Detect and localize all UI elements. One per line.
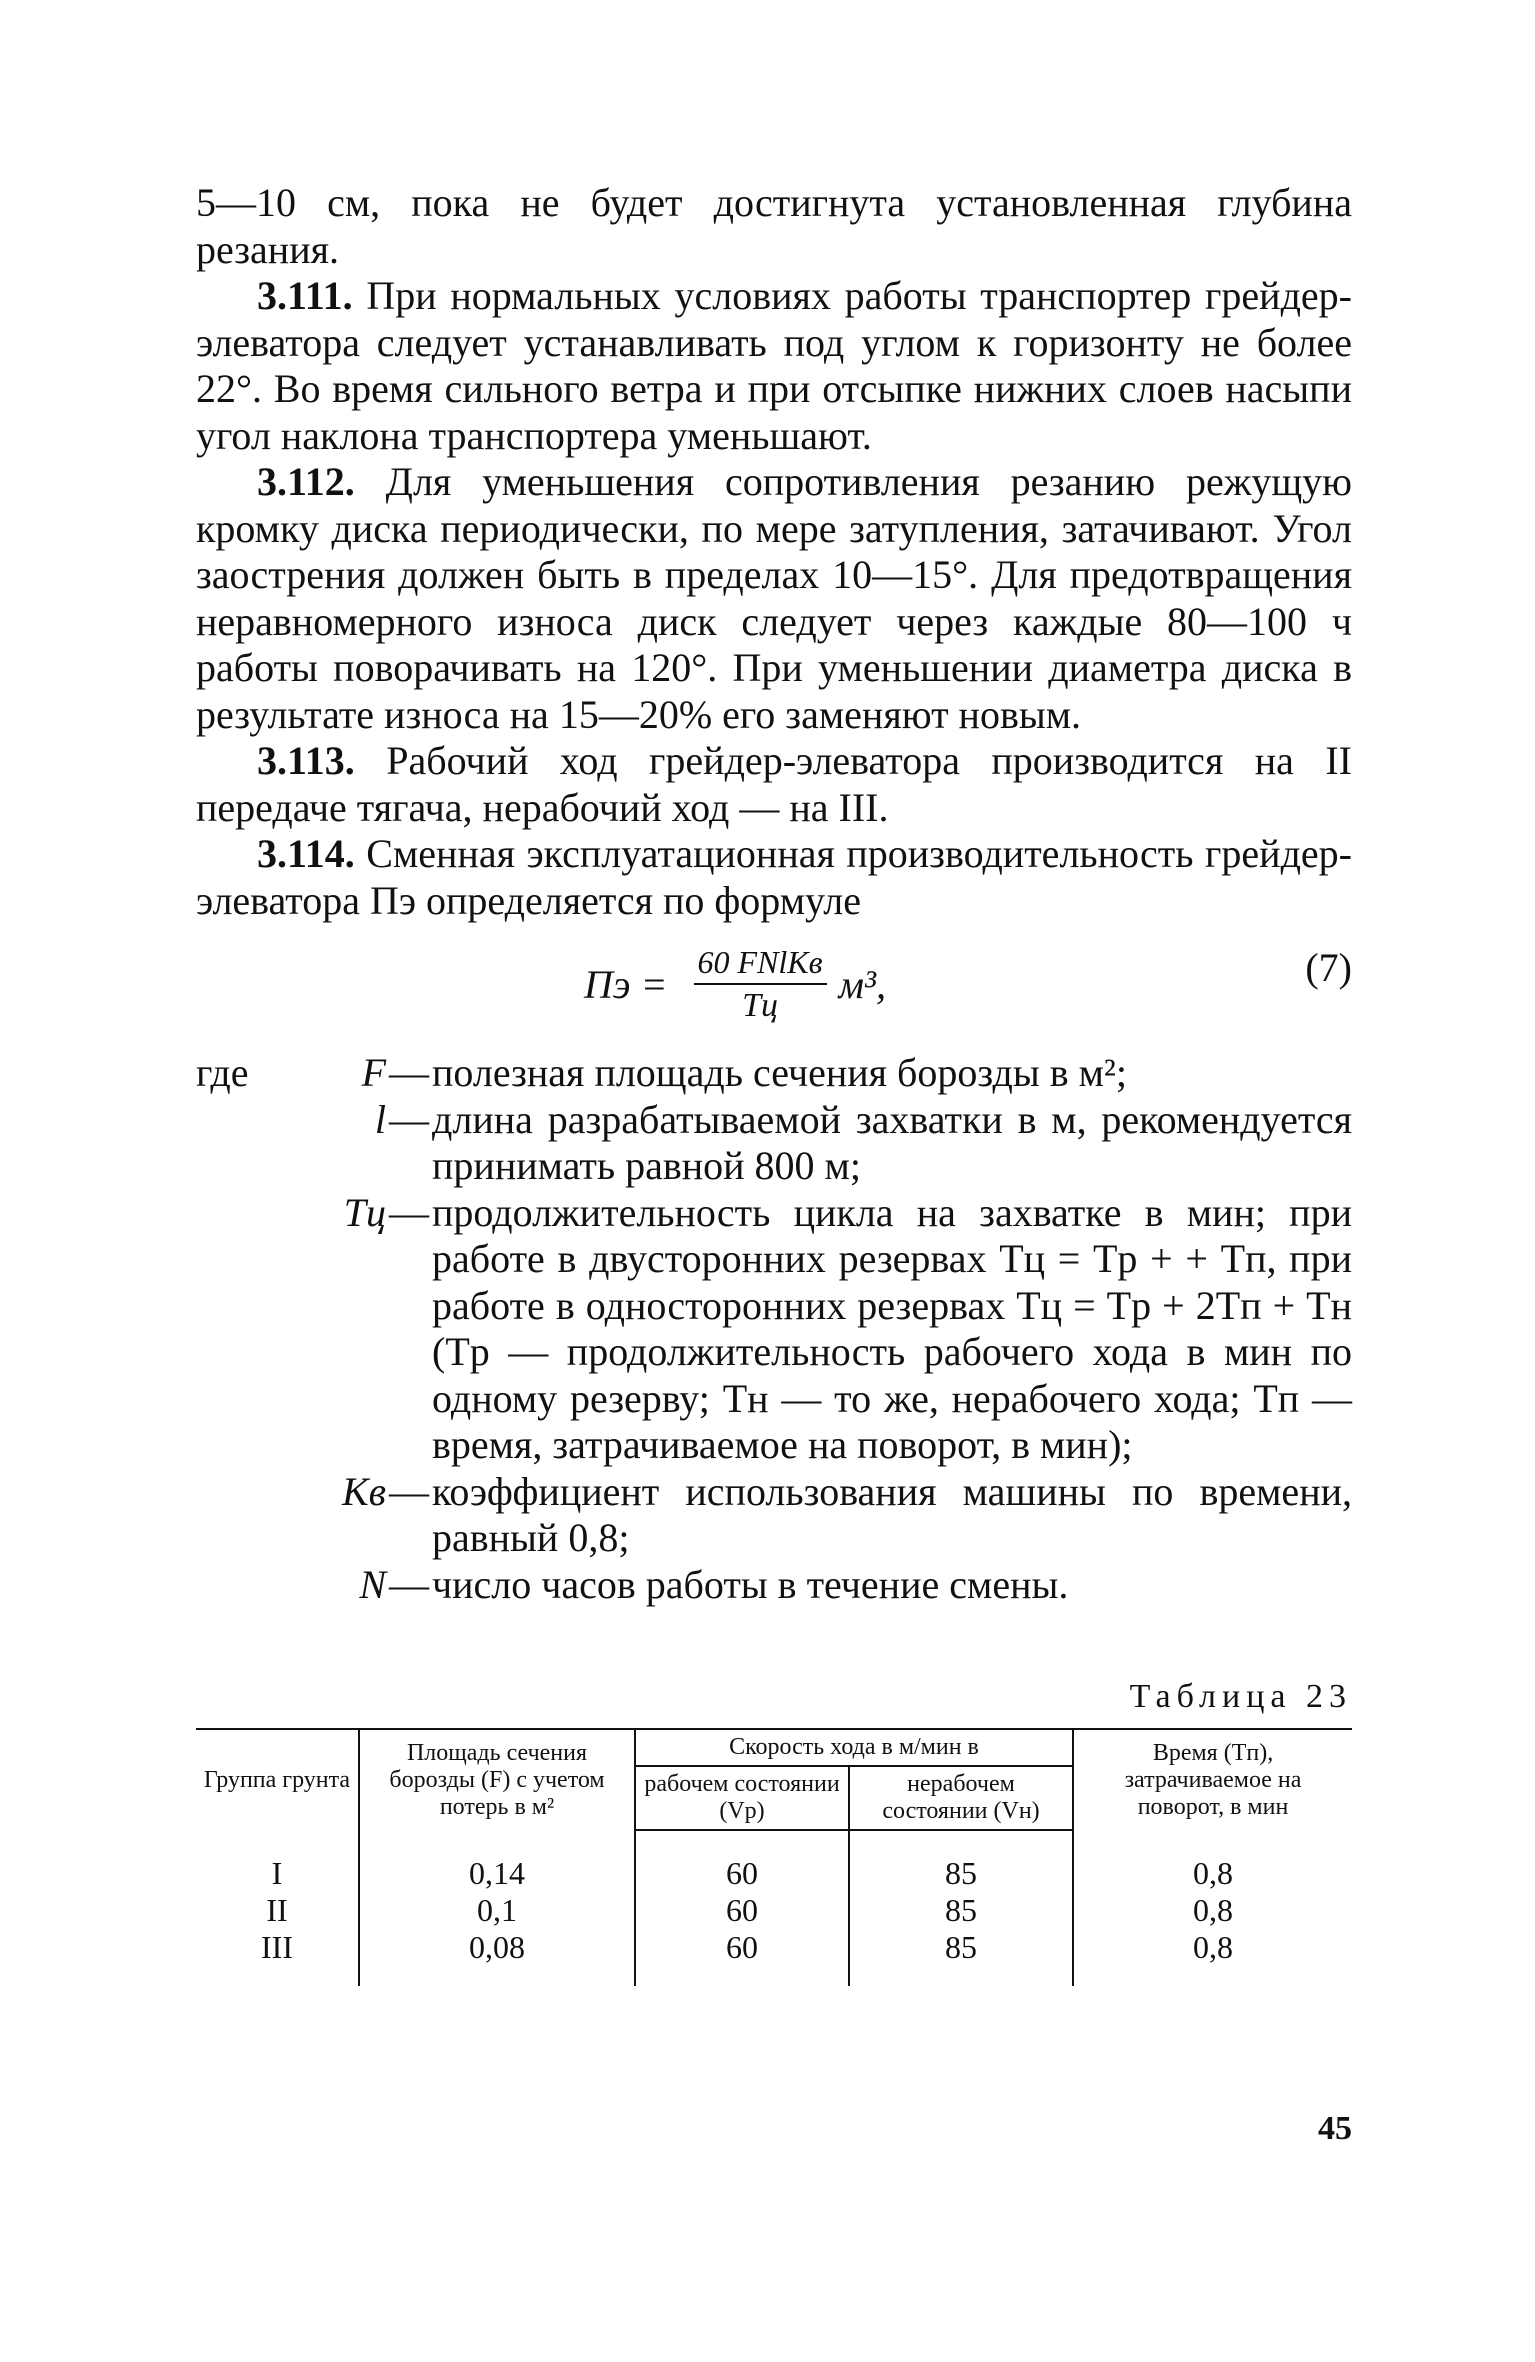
definition-item: Kв — коэффициент использования машины по времени, равный 0,8; [196, 1469, 1352, 1562]
paragraph-3-113 [196, 738, 1352, 831]
header-working: рабочем состоянии (Vр) [635, 1766, 849, 1830]
clause-text: Для уменьшения сопротивления резанию режущую кромку диска периодически, по мере затупления, затачивают. Угол заострения должен быть в пределах 10—15°. Для предотвращения неравномерного износа диск следует через каждые 80—100 ч работы поворачивать на 120°. При уменьшении диаметра диска в результате износа на 15—20% его заменяют новым. [196, 459, 1353, 737]
clause-number: 3.112. [257, 459, 355, 504]
definition-symbol: l [374, 1096, 386, 1142]
table-row [196, 1830, 1352, 1892]
definition-text: коэффициент использования машины по времени, равный 0,8; [432, 1468, 1352, 1560]
cell-working: 60 [635, 1929, 849, 1986]
formula-denominator: Tц [742, 987, 778, 1024]
clause-number: 3.114. [257, 831, 355, 876]
where-label: где [196, 1050, 249, 1095]
formula-fraction [694, 944, 827, 1025]
header-area: Площадь сечения борозды (F) с учетом потерь в м² [359, 1729, 635, 1830]
cell-time: 0,8 [1073, 1892, 1352, 1929]
table-row [196, 1892, 1352, 1929]
definition-symbol: N [359, 1561, 386, 1607]
header-time: Время (Tп), затрачиваемое на поворот, в мин [1073, 1729, 1352, 1830]
equation-number: (7) [1305, 945, 1352, 990]
formula-7 [196, 926, 1352, 1046]
definition-text: полезная площадь сечения борозды в м²; [432, 1050, 1127, 1095]
definition-symbol: Tц [343, 1189, 386, 1235]
formula-body [584, 944, 886, 1025]
table-title: Таблица 23 [1129, 1678, 1352, 1715]
header-idle: нерабочем состоянии (Vн) [849, 1766, 1073, 1830]
cell-idle: 85 [849, 1830, 1073, 1892]
formula-lhs: Пэ = [584, 962, 668, 1007]
cell-time: 0,8 [1073, 1830, 1352, 1892]
header-group: Группа грунта [196, 1729, 359, 1830]
cell-group: II [266, 1892, 288, 1928]
definition-symbol: Kв [341, 1468, 386, 1514]
formula-unit: м³, [838, 962, 887, 1007]
definition-item: Tц — продолжительность цикла на захватке в мин; при работе в двусторонних резервах Tц = Tр + + Tп, при работе в односторонних резервах Tц = Tр + 2Tп + Tн (Tр — продолжительность рабочего хода в мин по одному резерву; Tн — то же, нерабочего хода; Tп — время, затрачиваемое на поворот, в мин); [196, 1190, 1352, 1469]
clause-number: 3.113. [257, 738, 355, 783]
header-speed: Скорость хода в м/мин в [635, 1729, 1073, 1766]
definition-item: где F — полезная площадь сечения борозды в м²; [196, 1050, 1352, 1097]
cell-group: I [271, 1854, 283, 1891]
clause-text: При нормальных условиях работы транспортер грейдер-элеватора следует устанавливать под углом к горизонту не более 22°. Во время сильного ветра и при отсыпке нижних слоев насыпи угол наклона транспортера уменьшают. [196, 273, 1352, 458]
definitions-list [196, 1050, 1352, 1608]
paragraph-3-112 [196, 459, 1352, 738]
cell-area: 0,1 [359, 1892, 635, 1929]
cell-idle: 85 [849, 1892, 1073, 1929]
page-content [196, 180, 1353, 2147]
definition-text: число часов работы в течение смены. [432, 1561, 1069, 1607]
clause-number: 3.111. [257, 273, 353, 318]
paragraph-1: 5—10 см, пока не будет достигнута установленная глубина резания. [196, 180, 1352, 272]
cell-working: 60 [635, 1892, 849, 1929]
definition-symbol: F [361, 1050, 386, 1095]
cell-idle: 85 [849, 1929, 1073, 1986]
paragraph-3-111 [196, 273, 1352, 459]
clause-text: Рабочий ход грейдер-элеватора производится на II передаче тягача, нерабочий ход — на III. [196, 738, 1352, 830]
cell-area: 0,08 [359, 1929, 635, 1986]
definition-text: продолжительность цикла на захватке в мин; при работе в двусторонних резервах Tц = Tр + + Tп, при работе в односторонних резервах Tц = Tр + 2Tп + Tн (Tр — продолжительность рабочего хода в мин по одному резерву; Tн — то же, нерабочего хода; Tп — время, затрачиваемое на поворот, в мин); [432, 1189, 1352, 1467]
definition-text: длина разрабатываемой захватки в м, рекомендуется принимать равной 800 м; [432, 1096, 1352, 1188]
cell-area: 0,14 [359, 1830, 635, 1892]
definition-item: l — длина разрабатываемой захватки в м, рекомендуется принимать равной 800 м; [196, 1097, 1352, 1190]
cell-working: 60 [635, 1830, 849, 1892]
table-row [196, 1929, 1352, 1986]
cell-time: 0,8 [1073, 1929, 1352, 1986]
page-number: 45 [1318, 2110, 1352, 2147]
clause-text: Сменная эксплуатационная производительность грейдер-элеватора Пэ определяется по формуле [196, 831, 1352, 923]
cell-group: III [261, 1929, 293, 1965]
definition-item: N — число часов работы в течение смены. [196, 1562, 1352, 1609]
data-table [196, 1728, 1352, 1986]
formula-numerator: 60 FNlKв [694, 944, 827, 985]
paragraph-3-114 [196, 831, 1352, 924]
